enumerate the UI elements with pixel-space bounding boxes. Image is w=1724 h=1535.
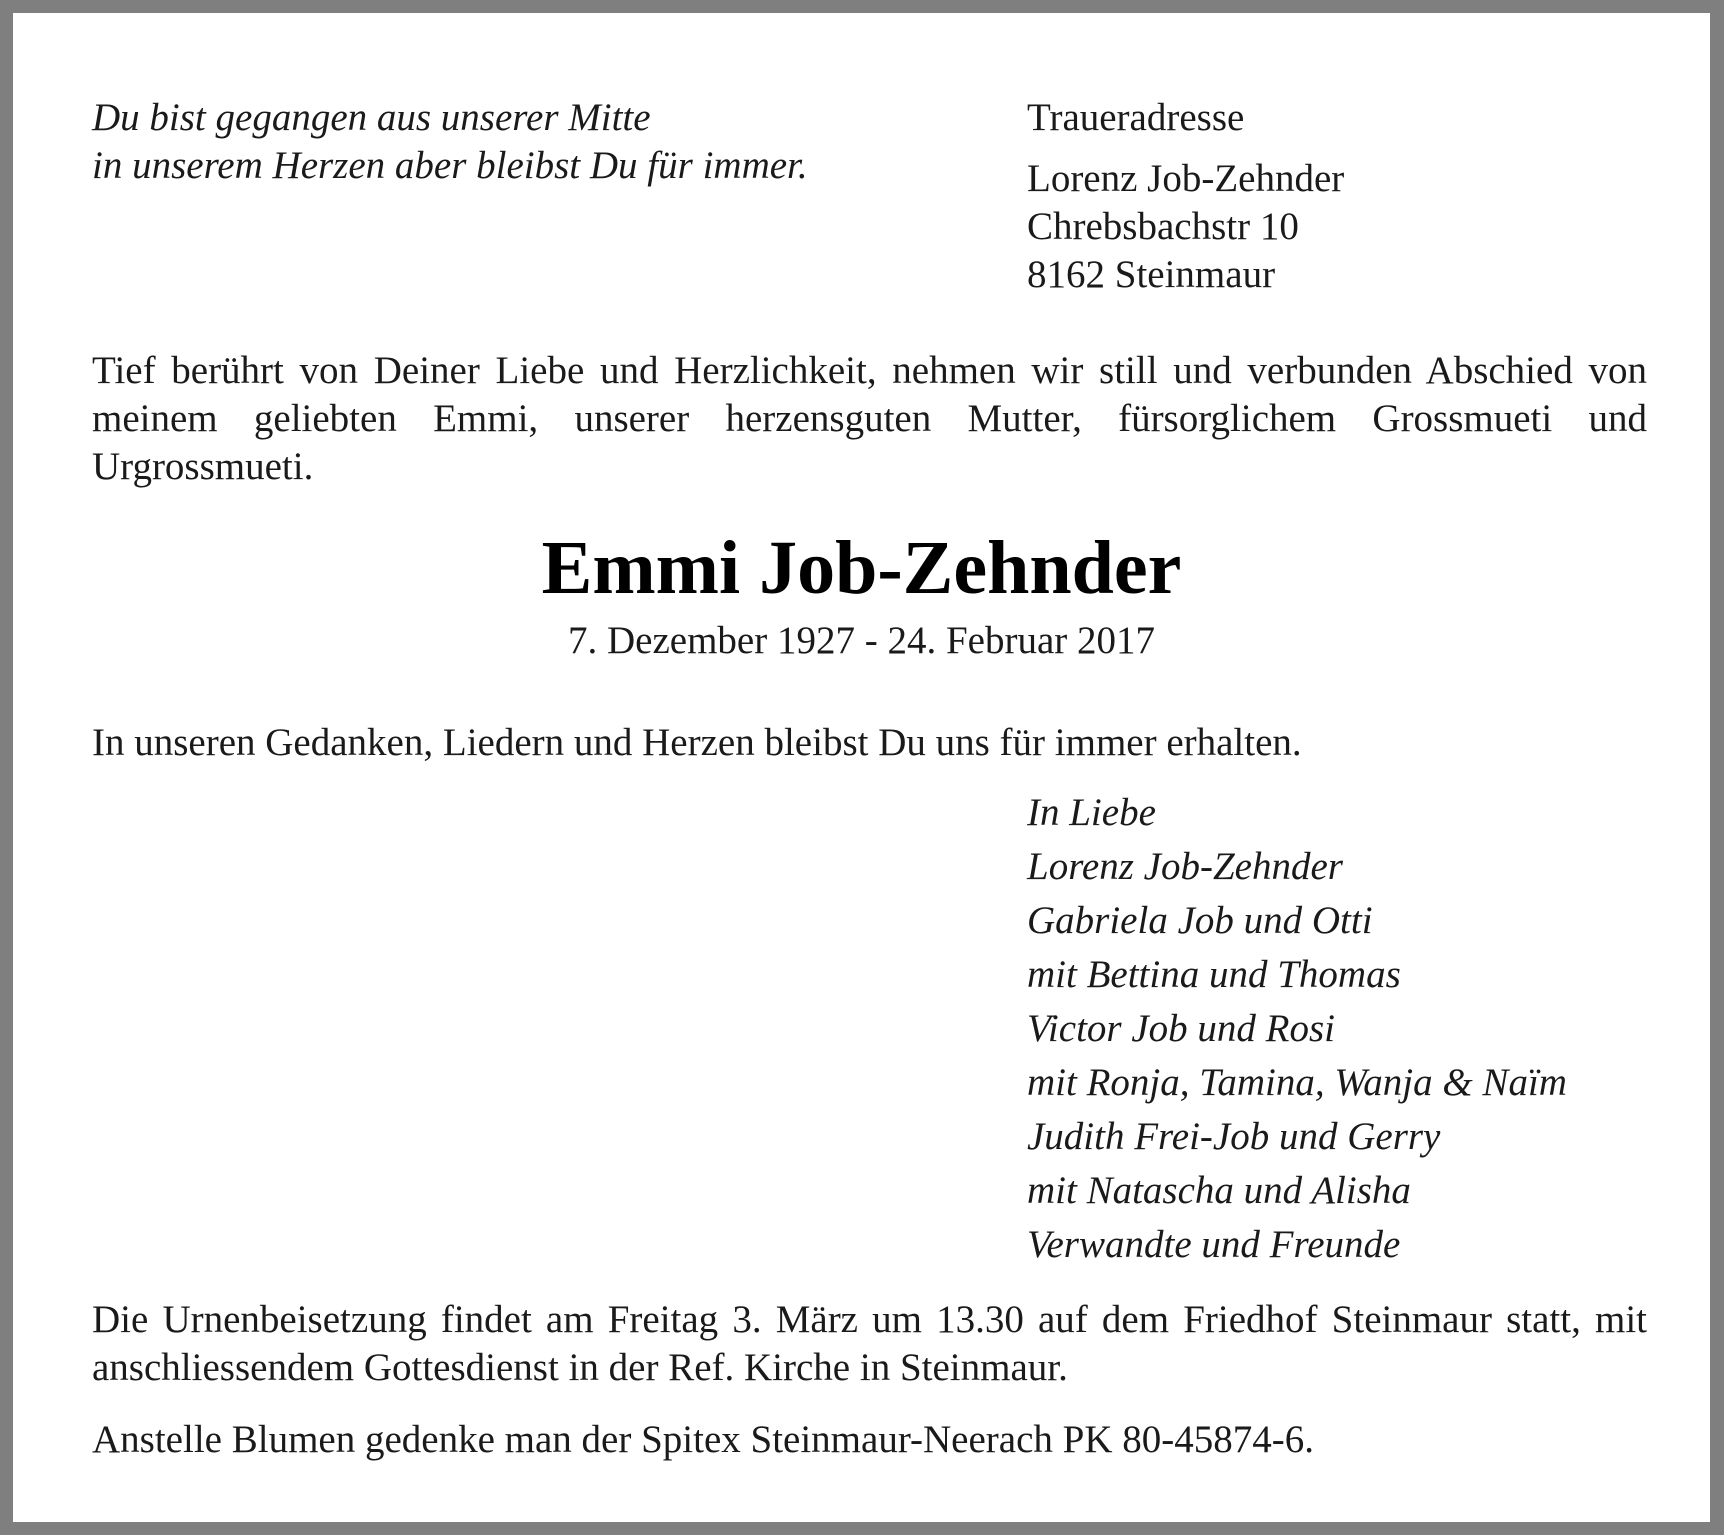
signatures-list bbox=[1027, 786, 1567, 1272]
address-street: Chrebsbachstr 10 bbox=[1027, 205, 1299, 248]
motto-line: in unserem Herzen aber bleibst Du für immer. bbox=[92, 144, 808, 187]
signature-line: Verwandte und Freunde bbox=[1027, 1223, 1401, 1266]
signature-line: Judith Frei-Job und Gerry bbox=[1027, 1115, 1441, 1158]
burial-paragraph: Die Urnenbeisetzung findet am Freitag 3. März um 13.30 auf dem Friedhof Steinmaur statt, mit anschliessendem Gottesdienst in der Ref. Kirche in Steinmaur. bbox=[92, 1298, 1647, 1389]
donation-line: Anstelle Blumen gedenke man der Spitex Steinmaur-Neerach PK 80-45874-6. bbox=[92, 1418, 1314, 1461]
signature-line: Gabriela Job und Otti bbox=[1027, 899, 1373, 942]
signature-line: Lorenz Job-Zehnder bbox=[1027, 845, 1343, 888]
signature-line: mit Natascha und Alisha bbox=[1027, 1169, 1411, 1212]
signature-line: mit Bettina und Thomas bbox=[1027, 953, 1401, 996]
remembrance-line: In unseren Gedanken, Liedern und Herzen bleibst Du uns für immer erhalten. bbox=[92, 721, 1302, 764]
deceased-name: Emmi Job-Zehnder bbox=[541, 526, 1182, 610]
address-city: 8162 Steinmaur bbox=[1027, 253, 1276, 296]
signature-line: mit Ronja, Tamina, Wanja & Naïm bbox=[1027, 1061, 1567, 1104]
obituary-notice bbox=[13, 13, 1710, 1522]
signature-line: In Liebe bbox=[1027, 791, 1156, 834]
motto-verse bbox=[92, 94, 808, 190]
signature-line: Victor Job und Rosi bbox=[1027, 1007, 1335, 1050]
address-name: Lorenz Job-Zehnder bbox=[1027, 157, 1345, 200]
life-dates: 7. Dezember 1927 - 24. Februar 2017 bbox=[568, 619, 1155, 662]
mourning-address bbox=[1027, 155, 1344, 299]
mourning-address-label: Traueradresse bbox=[1027, 96, 1245, 139]
intro-paragraph: Tief berührt von Deiner Liebe und Herzlichkeit, nehmen wir still und verbunden Abschied von meinem geliebten Emmi, unserer herzensguten Mutter, fürsorglichem Grossmueti und Urgrossmueti. bbox=[92, 349, 1647, 488]
motto-line: Du bist gegangen aus unserer Mitte bbox=[92, 96, 651, 139]
